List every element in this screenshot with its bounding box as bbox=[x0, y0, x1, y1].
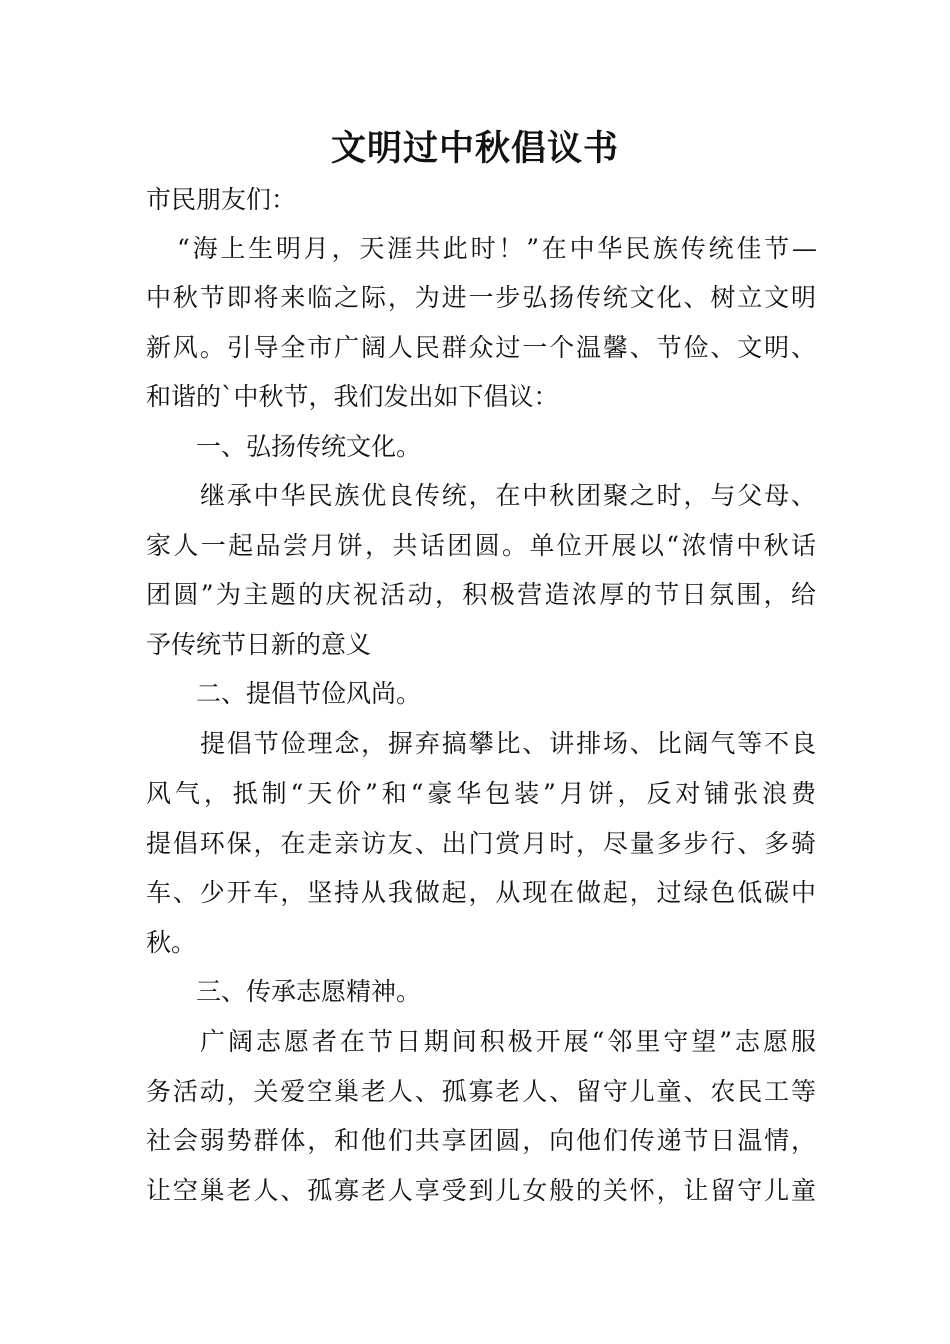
text-line: 让空巢老人、孤寡老人享受到儿女般的关怀，让留守儿童 bbox=[146, 1176, 816, 1205]
document-title: 文明过中秋倡议书 bbox=[330, 129, 619, 169]
text-line: 家人一起品尝月饼，共话团圆。单位开展以“浓情中秋话 bbox=[146, 531, 816, 560]
text-line: 中秋节即将来临之际，为进一步弘扬传统文化、树立文明 bbox=[146, 283, 816, 312]
text-line: “海上生明月，天涯共此时！”在中华民族传统佳节— bbox=[177, 234, 817, 263]
text-line: 予传统节日新的意义 bbox=[146, 630, 372, 659]
text-line: 社会弱势群体，和他们共享团圆，向他们传递节日温情， bbox=[146, 1126, 816, 1155]
text-line: 团圆”为主题的庆祝活动，积极营造浓厚的节日氛围，给 bbox=[146, 580, 816, 609]
text-line: 市民朋友们： bbox=[146, 185, 297, 214]
text-line: 车、少开车，坚持从我做起，从现在做起，过绿色低碳中 bbox=[146, 878, 816, 907]
text-line: 广阔志愿者在节日期间积极开展“邻里守望”志愿服 bbox=[200, 1027, 816, 1056]
text-line: 和谐的`中秋节，我们发出如下倡议： bbox=[146, 382, 559, 411]
section-heading: 三、传承志愿精神。 bbox=[196, 977, 422, 1006]
text-line: 提倡节俭理念，摒弃搞攀比、讲排场、比阔气等不良 bbox=[200, 729, 816, 758]
section-heading: 二、提倡节俭风尚。 bbox=[196, 679, 422, 708]
text-line: 风气，抵制“天价”和“豪华包装”月饼，反对铺张浪费 bbox=[146, 779, 816, 808]
text-line: 继承中华民族优良传统，在中秋团聚之时，与父母、 bbox=[200, 481, 816, 510]
text-line: 提倡环保，在走亲访友、出门赏月时，尽量多步行、多骑 bbox=[146, 829, 816, 858]
text-line: 务活动，关爱空巢老人、孤寡老人、留守儿童、农民工等 bbox=[146, 1077, 816, 1106]
section-heading: 一、弘扬传统文化。 bbox=[196, 432, 422, 461]
text-line: 新风。引导全市广阔人民群众过一个温馨、节俭、文明、 bbox=[146, 333, 816, 362]
text-line: 秋。 bbox=[146, 928, 197, 957]
